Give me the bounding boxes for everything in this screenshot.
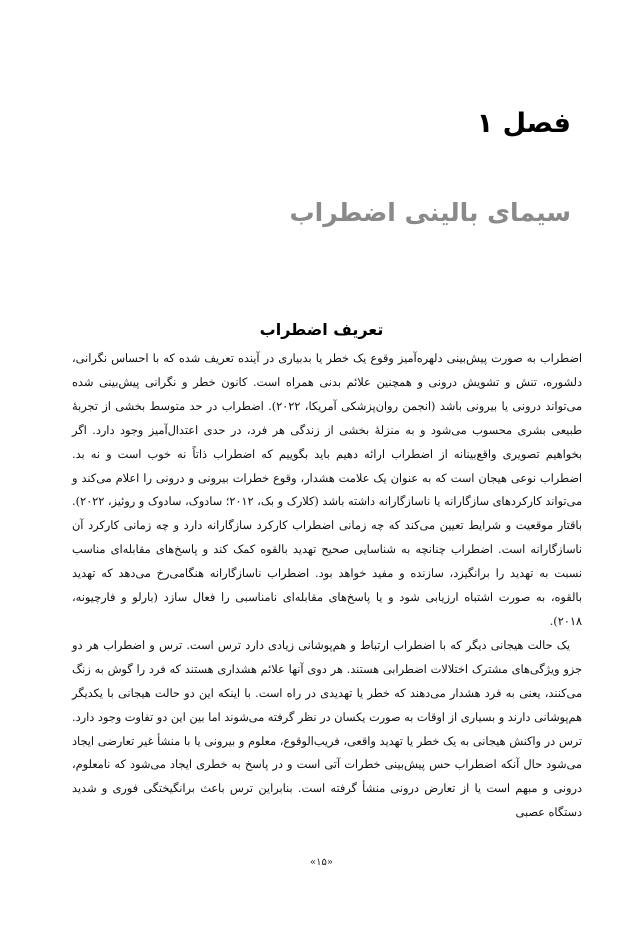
- paragraph: یک حالت هیجانی دیگر که با اضطراب ارتباط و هم‌پوشانی زیادی دارد ترس است. ترس و اضطراب هر دو جزو ویژگی‌های مشترک اختلالات اضطرابی هستند. هر دوی آنها علائم هشداری هستند که فرد را گوش به زنگ می‌کنند، یعنی به فرد هشدار می‌دهند که خطر یا تهدیدی در راه است. با اینکه این دو حالت هیجانی با یکدیگر هم‌پوشانی دارند و بسیاری از اوقات به صورت یکسان در نظر گرفته می‌شوند اما بین این دو تفاوت وجود دارد. ترس در واکنش هیجانی به یک خطر یا تهدید واقعی، فریب‌الوقوع، معلوم و بیرونی یا با منشأ غیر تعارضی ایجاد می‌شود حال آنکه اضطراب حس پیش‌بینی خطرات آتی است و در پاسخ به خطری ایجاد می‌شود که نامعلوم، درونی و مبهم است یا از تعارض درونی منشأ گرفته است. بنابراین ترس باعث برانگیختگی فوری و شدید دستگاه عصبی: [72, 638, 582, 820]
- section-heading: تعریف اضطراب: [259, 320, 384, 339]
- chapter-number: فصل ۱: [476, 108, 571, 139]
- page-number: «۱۵»: [310, 857, 333, 868]
- paragraph: اضطراب به صورت پیش‌بینی دلهره‌آمیز وقوع یک خطر یا بدبیاری در آینده تعریف شده که با احساس نگرانی، دلشوره، تنش و تشویش درونی و همچنین علائم بدنی همراه است. کانون خطر و نگرانی پیش‌بینی شده می‌تواند درونی یا بیرونی باشد (انجمن روان‌پزشکی آمریکا، ۲۰۲۲). اضطراب در حد متوسط بخشی از تجربهٔ طبیعی بشری محسوب می‌شود و به منزلهٔ بخشی از زندگی هر فرد، در حدی اعتدال‌آمیز وجود دارد. اگر بخواهیم تصویری واقع‌بینانه از اضطراب ارائه دهیم باید بگوییم که اضطراب ذاتاً نه خوب است و نه بد. اضطراب نوعی هیجان است که به عنوان یک علامت هشدار، وقوع خطرات بیرونی و درونی را اعلام می‌کند و می‌تواند کارکردهای سازگارانه یا ناسازگارانه داشته باشد (کلارک و بک، ۲۰۱۲؛ سادوک، سادوک و روئیز، ۲۰۲۲). باقتار موقعیت و شرایط تعیین می‌کند که چه زمانی اضطراب کارکرد سازگارانه دارد و چه زمانی کارکرد آن ناسازگارانه است. اضطراب چنانچه به شناسایی صحیح تهدید بالقوه کمک کند و پاسخ‌های مقابله‌ای مناسب نسبت به تهدید را برانگیزد، سازنده و مفید خواهد بود. اضطراب ناسازگارانه هنگامی‌رخ می‌دهد که تهدید بالقوه، به صورت اشتباه ارزیابی شود و یا پاسخ‌های مقابله‌ای نامناسبی را فعال سازد (بارلو و فارچیونه، ۲۰۱۸).: [72, 352, 582, 628]
- chapter-title: سیمای بالینی اضطراب: [289, 198, 571, 227]
- body-text: [72, 347, 582, 825]
